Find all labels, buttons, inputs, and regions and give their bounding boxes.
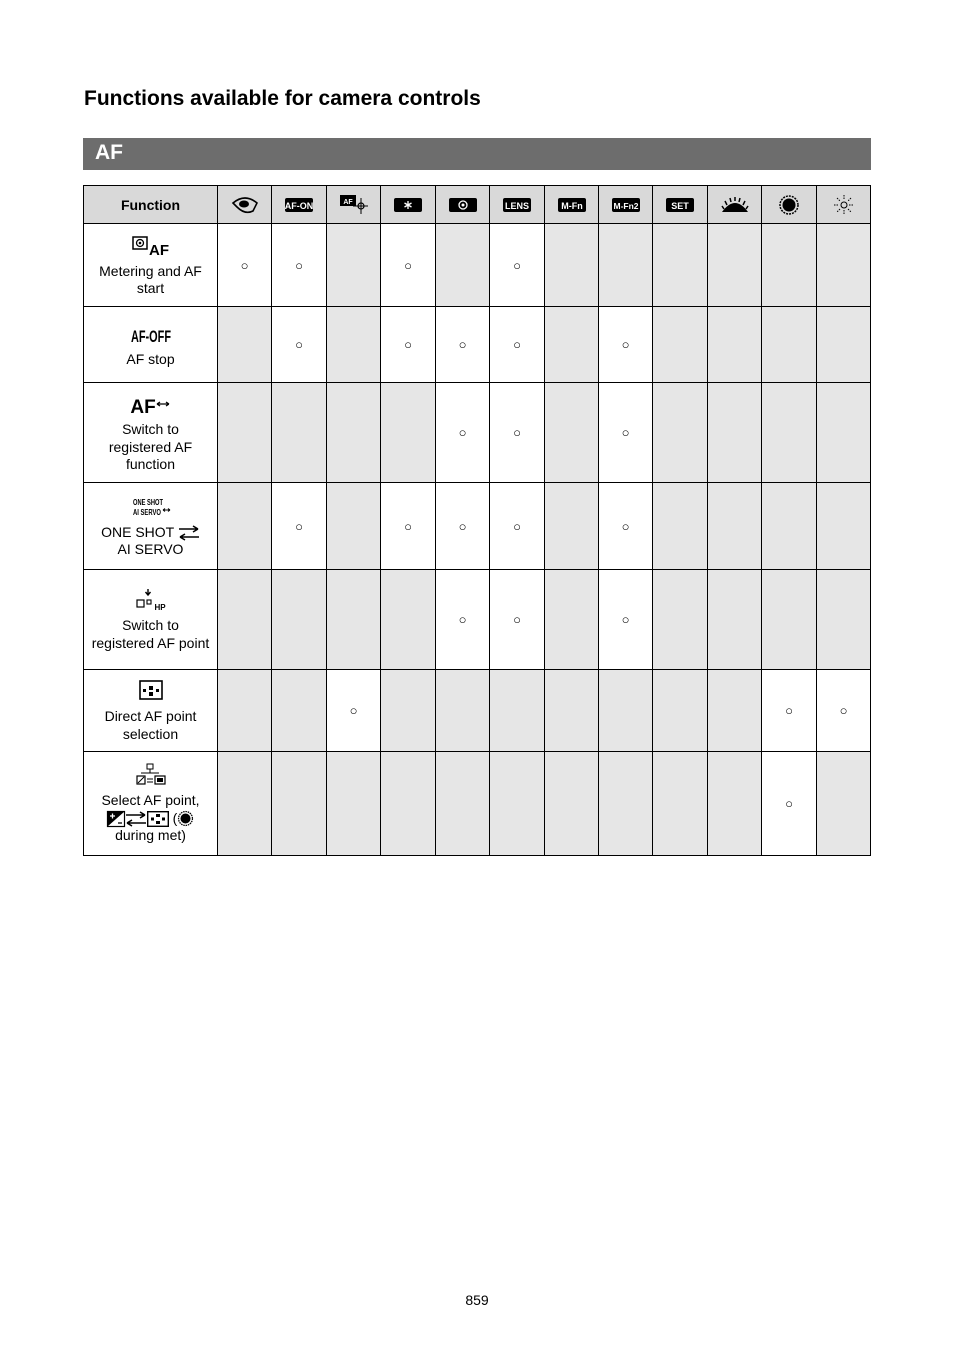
function-cell xyxy=(84,307,218,383)
function-label xyxy=(90,792,211,845)
availability-cell xyxy=(708,483,762,570)
column-header xyxy=(218,186,272,224)
availability-cell xyxy=(708,752,762,856)
page-title: Functions available for camera controls xyxy=(84,87,481,110)
af-multi-controller-icon xyxy=(340,195,368,215)
svg-text:AI SERVO: AI SERVO xyxy=(132,507,161,517)
availability-cell xyxy=(708,307,762,383)
availability-cell xyxy=(272,752,327,856)
available-mark: ○ xyxy=(295,518,303,534)
available-mark: ○ xyxy=(458,612,467,627)
availability-cell xyxy=(436,483,490,570)
page-number: 859 xyxy=(465,1292,489,1308)
available-mark: ○ xyxy=(349,703,358,718)
availability-cell xyxy=(327,224,381,307)
function-label: Direct AF point selection xyxy=(104,708,197,742)
section-header xyxy=(83,138,871,170)
availability-cell xyxy=(653,224,708,307)
svg-text:AF: AF xyxy=(148,241,169,259)
available-mark: ○ xyxy=(785,796,793,811)
availability-cell xyxy=(599,670,653,752)
switch-arrows-icon xyxy=(178,525,200,541)
availability-cell xyxy=(545,670,599,752)
column-header xyxy=(599,186,653,224)
availability-cell xyxy=(653,670,708,752)
column-header xyxy=(381,186,436,224)
availability-cell xyxy=(218,224,272,307)
availability-cell xyxy=(490,483,545,570)
svg-text:AF-OFF: AF-OFF xyxy=(130,326,171,346)
available-mark: ○ xyxy=(513,612,521,627)
functions-table xyxy=(83,185,871,856)
af-point-select-icon xyxy=(131,678,171,704)
availability-cell xyxy=(327,483,381,570)
availability-cell xyxy=(218,570,272,670)
available-mark: ○ xyxy=(621,612,630,627)
column-header xyxy=(272,186,327,224)
availability-cell xyxy=(381,307,436,383)
column-header xyxy=(490,186,545,224)
column-header xyxy=(762,186,817,224)
available-mark: ○ xyxy=(513,257,521,273)
table-row xyxy=(84,307,871,383)
function-cell xyxy=(84,483,218,570)
function-label xyxy=(90,524,211,559)
eye-dial-icon xyxy=(231,195,259,215)
column-header xyxy=(708,186,762,224)
ae-lock-button-icon xyxy=(394,198,422,212)
availability-cell xyxy=(218,307,272,383)
af-point-hp-icon xyxy=(131,587,171,613)
availability-cell xyxy=(599,570,653,670)
one-shot-ai-servo-icon xyxy=(130,494,172,520)
svg-text:M-Fn: M-Fn xyxy=(560,200,583,211)
availability-cell xyxy=(817,483,871,570)
available-mark: ○ xyxy=(404,257,412,273)
column-header xyxy=(436,186,490,224)
table-row xyxy=(84,483,871,570)
availability-cell xyxy=(490,670,545,752)
exposure-comp-icon xyxy=(107,811,125,827)
availability-cell xyxy=(653,570,708,670)
svg-text:ONE SHOT: ONE SHOT xyxy=(132,497,163,507)
m-fn2-button-icon xyxy=(612,198,640,212)
availability-cell xyxy=(272,307,327,383)
available-mark: ○ xyxy=(621,425,630,440)
availability-cell xyxy=(599,383,653,483)
column-header xyxy=(817,186,871,224)
availability-cell xyxy=(545,307,599,383)
svg-text:AF-ON: AF-ON xyxy=(284,200,314,211)
af-off-icon xyxy=(129,321,173,347)
availability-cell xyxy=(817,383,871,483)
availability-cell xyxy=(762,383,817,483)
available-mark: ○ xyxy=(240,257,249,273)
availability-cell xyxy=(708,224,762,307)
column-header xyxy=(327,186,381,224)
availability-cell xyxy=(218,483,272,570)
table-row xyxy=(84,670,871,752)
availability-cell xyxy=(381,670,436,752)
available-mark: ○ xyxy=(513,425,521,440)
availability-cell xyxy=(272,383,327,483)
available-mark: ○ xyxy=(513,337,521,352)
availability-cell xyxy=(490,307,545,383)
available-mark: ○ xyxy=(839,703,848,718)
availability-cell xyxy=(272,483,327,570)
af-point-select-icon xyxy=(147,811,169,827)
section-title: AF xyxy=(95,141,123,164)
availability-cell xyxy=(599,224,653,307)
available-mark: ○ xyxy=(513,518,521,534)
main-dial-icon xyxy=(721,197,749,213)
m-fn-button-icon xyxy=(558,198,586,212)
table-row xyxy=(84,224,871,307)
table-header-row xyxy=(84,186,871,224)
availability-cell xyxy=(708,383,762,483)
availability-cell xyxy=(272,570,327,670)
svg-text:M-Fn2: M-Fn2 xyxy=(612,200,639,211)
availability-cell xyxy=(762,224,817,307)
availability-cell xyxy=(708,670,762,752)
availability-cell xyxy=(327,670,381,752)
function-label: Metering and AF start xyxy=(99,262,202,296)
availability-cell xyxy=(708,570,762,670)
column-header xyxy=(653,186,708,224)
function-label-paren: ( xyxy=(172,809,178,826)
availability-cell xyxy=(436,752,490,856)
availability-cell xyxy=(817,670,871,752)
availability-cell xyxy=(599,483,653,570)
availability-cell xyxy=(272,224,327,307)
svg-text:LENS: LENS xyxy=(504,200,530,211)
availability-cell xyxy=(218,383,272,483)
availability-cell xyxy=(545,570,599,670)
switch-arrows-icon xyxy=(125,811,147,827)
set-button-icon xyxy=(666,198,694,212)
table-row xyxy=(84,752,871,856)
function-cell xyxy=(84,383,218,483)
dof-preview-button-icon xyxy=(449,198,477,212)
availability-cell xyxy=(653,307,708,383)
function-column-header: Function xyxy=(84,186,218,224)
availability-cell xyxy=(545,224,599,307)
available-mark: ○ xyxy=(458,518,467,534)
availability-cell xyxy=(218,752,272,856)
available-mark: ○ xyxy=(621,518,630,534)
availability-cell xyxy=(381,383,436,483)
svg-text:SET: SET xyxy=(671,200,689,211)
availability-cell xyxy=(218,670,272,752)
multi-controller-icon xyxy=(833,194,855,216)
quick-control-dial-icon xyxy=(177,810,194,827)
available-mark: ○ xyxy=(458,337,467,352)
af-on-button-icon xyxy=(285,198,313,212)
availability-cell xyxy=(490,224,545,307)
availability-cell xyxy=(381,570,436,670)
metering-af-start-icon xyxy=(131,233,171,259)
svg-text:AF: AF xyxy=(342,198,353,206)
function-cell xyxy=(84,670,218,752)
availability-cell xyxy=(490,752,545,856)
availability-cell xyxy=(817,570,871,670)
availability-cell xyxy=(599,307,653,383)
column-header xyxy=(545,186,599,224)
function-label-line1: Select AF point, xyxy=(101,792,200,809)
availability-cell xyxy=(436,224,490,307)
function-cell xyxy=(84,224,218,307)
availability-cell xyxy=(599,752,653,856)
available-mark: ○ xyxy=(295,337,303,352)
lens-button-icon xyxy=(503,198,531,212)
af-switch-icon xyxy=(131,391,171,417)
availability-cell xyxy=(817,752,871,856)
availability-cell xyxy=(381,483,436,570)
function-cell xyxy=(84,752,218,856)
availability-cell xyxy=(327,307,381,383)
availability-cell xyxy=(762,752,817,856)
function-label: Switch to registered AF function xyxy=(108,421,193,473)
availability-cell xyxy=(272,670,327,752)
availability-cell xyxy=(653,752,708,856)
availability-cell xyxy=(490,383,545,483)
availability-cell xyxy=(436,383,490,483)
availability-cell xyxy=(762,307,817,383)
availability-cell xyxy=(436,307,490,383)
function-label-line2: AI SERVO xyxy=(117,541,184,557)
function-label: Switch to registered AF point xyxy=(91,617,210,651)
available-mark: ○ xyxy=(404,337,412,352)
available-mark: ○ xyxy=(295,257,303,273)
function-label-line3: during met) xyxy=(115,827,186,844)
function-cell xyxy=(84,570,218,670)
availability-cell xyxy=(545,752,599,856)
table-row xyxy=(84,570,871,670)
availability-cell xyxy=(436,570,490,670)
svg-text:HP: HP xyxy=(153,603,166,612)
availability-cell xyxy=(653,483,708,570)
availability-cell xyxy=(817,307,871,383)
availability-cell xyxy=(762,570,817,670)
availability-cell xyxy=(545,483,599,570)
available-mark: ○ xyxy=(458,425,467,440)
availability-cell xyxy=(327,752,381,856)
availability-cell xyxy=(381,752,436,856)
availability-cell xyxy=(762,670,817,752)
availability-cell xyxy=(436,670,490,752)
available-mark: ○ xyxy=(785,703,793,718)
function-label-line1: ONE SHOT xyxy=(101,523,174,540)
svg-text:AF: AF xyxy=(129,397,156,419)
availability-cell xyxy=(817,224,871,307)
availability-cell xyxy=(762,483,817,570)
table-row xyxy=(84,383,871,483)
function-label: AF stop xyxy=(126,350,175,367)
available-mark: ○ xyxy=(621,337,630,352)
availability-cell xyxy=(381,224,436,307)
available-mark: ○ xyxy=(404,518,412,534)
availability-cell xyxy=(653,383,708,483)
availability-cell xyxy=(327,383,381,483)
quick-control-dial-icon xyxy=(778,194,800,216)
select-af-point-icon xyxy=(131,762,171,788)
availability-cell xyxy=(545,383,599,483)
availability-cell xyxy=(327,570,381,670)
availability-cell xyxy=(490,570,545,670)
